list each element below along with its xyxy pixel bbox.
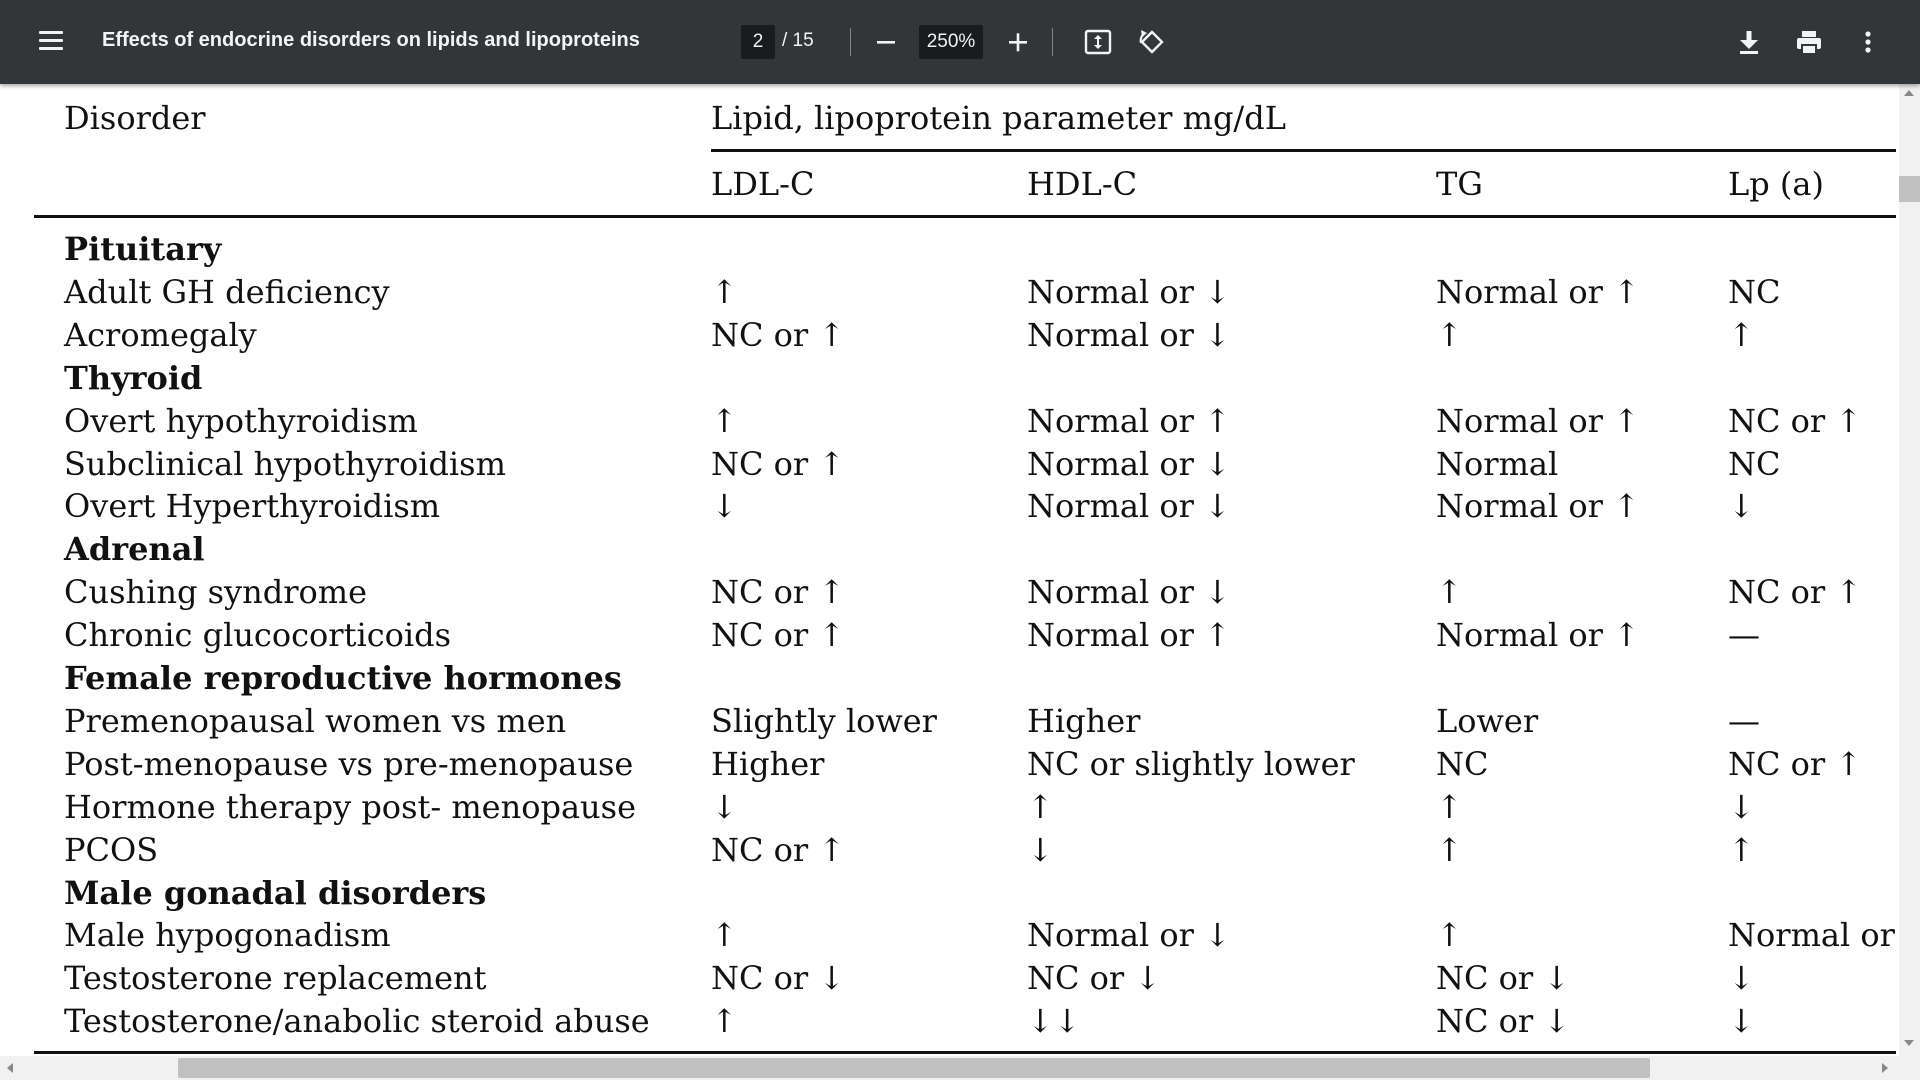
ldl-c-cell: ↓ [711, 487, 738, 525]
menu-icon[interactable] [34, 26, 68, 58]
disorder-label: Acromegaly [64, 316, 257, 354]
ldl-c-cell: NC or ↑ [711, 616, 846, 654]
disorder-label: Adult GH deficiency [64, 273, 390, 311]
zoom-out-icon[interactable] [866, 22, 906, 62]
rotate-icon[interactable] [1131, 22, 1171, 62]
print-icon[interactable] [1789, 22, 1829, 62]
tg-cell: NC [1436, 745, 1489, 783]
lpa-cell: NC or ↑ [1728, 745, 1863, 783]
hdl-c-cell: Higher [1027, 702, 1141, 740]
hdl-c-cell: ↑ [1027, 788, 1054, 826]
scroll-left-arrow-icon[interactable] [7, 1063, 13, 1073]
table-bottom-rule [34, 1051, 1896, 1054]
scroll-down-arrow-icon[interactable] [1904, 1040, 1914, 1046]
tg-cell: Normal or ↑ [1436, 273, 1640, 311]
lpa-cell: ↑ [1728, 316, 1755, 354]
tg-cell: ↑ [1436, 788, 1463, 826]
disorder-label: Overt Hyperthyroidism [64, 487, 441, 525]
table-header-rule [34, 215, 1896, 218]
hdl-c-cell: Normal or ↓ [1027, 573, 1231, 611]
zoom-level-input[interactable]: 250% [919, 25, 983, 59]
scroll-right-arrow-icon[interactable] [1882, 1063, 1888, 1073]
hdl-c-cell: NC or slightly lower [1027, 745, 1355, 783]
disorder-label: Male hypogonadism [64, 916, 391, 954]
lpa-cell: ↓ [1728, 487, 1755, 525]
ldl-c-cell: NC or ↑ [711, 831, 846, 869]
hdl-c-cell: NC or ↓ [1027, 959, 1162, 997]
tg-cell: NC or ↓ [1436, 959, 1571, 997]
section-label: Male gonadal disorders [64, 874, 487, 912]
disorder-label: Chronic glucocorticoids [64, 616, 452, 654]
vertical-scrollbar[interactable] [1899, 84, 1920, 1056]
hdl-c-cell: Normal or ↓ [1027, 445, 1231, 483]
tg-cell: ↑ [1436, 316, 1463, 354]
pdf-page [0, 84, 1899, 1056]
tg-cell: Normal or ↑ [1436, 402, 1640, 440]
disorder-label: Subclinical hypothyroidism [64, 445, 506, 483]
toolbar-divider [850, 28, 851, 56]
horizontal-scrollbar-thumb[interactable] [178, 1058, 1650, 1078]
download-icon[interactable] [1729, 22, 1769, 62]
document-title: Effects of endocrine disorders on lipids and lipoproteins [102, 29, 640, 51]
hdl-c-cell: ↓ [1027, 831, 1054, 869]
column-header-hdl: HDL-C [1027, 165, 1138, 203]
tg-cell: Lower [1436, 702, 1539, 740]
tg-cell: Normal or ↑ [1436, 487, 1640, 525]
disorder-label: Hormone therapy post- menopause [64, 788, 637, 826]
ldl-c-cell: ↑ [711, 273, 738, 311]
hdl-c-cell: ↓↓ [1027, 1002, 1081, 1040]
tg-cell: ↑ [1436, 573, 1463, 611]
ldl-c-cell: ↓ [711, 788, 738, 826]
lpa-cell: ↓ [1728, 959, 1755, 997]
ldl-c-cell: Higher [711, 745, 825, 783]
ldl-c-cell: NC or ↑ [711, 573, 846, 611]
more-vert-icon[interactable] [1848, 22, 1888, 62]
ldl-c-cell: Slightly lower [711, 702, 937, 740]
toolbar-divider [1052, 28, 1053, 56]
hdl-c-cell: Normal or ↓ [1027, 316, 1231, 354]
fit-page-icon[interactable] [1078, 22, 1118, 62]
header-parameter-group: Lipid, lipoprotein parameter mg/dL [711, 99, 1286, 137]
section-label: Female reproductive hormones [64, 659, 622, 697]
lpa-cell: — [1728, 616, 1760, 654]
lpa-cell: Normal or [1728, 916, 1895, 954]
page-number-input[interactable]: 2 [741, 25, 775, 59]
lpa-cell: ↓ [1728, 788, 1755, 826]
ldl-c-cell: ↑ [711, 916, 738, 954]
vertical-scrollbar-thumb[interactable] [1899, 176, 1920, 202]
disorder-label: Cushing syndrome [64, 573, 368, 611]
column-header-lpa: Lp (a) [1728, 165, 1824, 203]
group-header-rule [711, 149, 1896, 152]
lpa-cell: NC or ↑ [1728, 573, 1863, 611]
column-header-tg: TG [1436, 165, 1483, 203]
ldl-c-cell: ↑ [711, 1002, 738, 1040]
tg-cell: Normal or ↑ [1436, 616, 1640, 654]
hdl-c-cell: Normal or ↓ [1027, 487, 1231, 525]
disorder-label: PCOS [64, 831, 159, 869]
ldl-c-cell: NC or ↓ [711, 959, 846, 997]
disorder-label: Post-menopause vs pre-menopause [64, 745, 634, 783]
disorder-label: Premenopausal women vs men [64, 702, 567, 740]
hdl-c-cell: Normal or ↑ [1027, 616, 1231, 654]
ldl-c-cell: ↑ [711, 402, 738, 440]
lpa-cell: ↑ [1728, 831, 1755, 869]
disorder-label: Testosterone/anabolic steroid abuse [64, 1002, 650, 1040]
tg-cell: NC or ↓ [1436, 1002, 1571, 1040]
hdl-c-cell: Normal or ↓ [1027, 273, 1231, 311]
lpa-cell: NC [1728, 445, 1781, 483]
lpa-cell: ↓ [1728, 1002, 1755, 1040]
tg-cell: ↑ [1436, 916, 1463, 954]
ldl-c-cell: NC or ↑ [711, 445, 846, 483]
disorder-label: Overt hypothyroidism [64, 402, 418, 440]
page-total: / 15 [782, 30, 814, 51]
section-label: Adrenal [64, 530, 205, 568]
hdl-c-cell: Normal or ↑ [1027, 402, 1231, 440]
lpa-cell: — [1728, 702, 1760, 740]
tg-cell: Normal [1436, 445, 1559, 483]
section-label: Thyroid [64, 359, 203, 397]
header-disorder: Disorder [64, 99, 206, 137]
ldl-c-cell: NC or ↑ [711, 316, 846, 354]
scroll-up-arrow-icon[interactable] [1904, 90, 1914, 96]
column-header-ldl: LDL-C [711, 165, 815, 203]
zoom-in-icon[interactable] [998, 22, 1038, 62]
hdl-c-cell: Normal or ↓ [1027, 916, 1231, 954]
disorder-label: Testosterone replacement [64, 959, 487, 997]
pdf-toolbar [0, 0, 1920, 84]
lpa-cell: NC [1728, 273, 1781, 311]
tg-cell: ↑ [1436, 831, 1463, 869]
lpa-cell: NC or ↑ [1728, 402, 1863, 440]
section-label: Pituitary [64, 230, 222, 268]
